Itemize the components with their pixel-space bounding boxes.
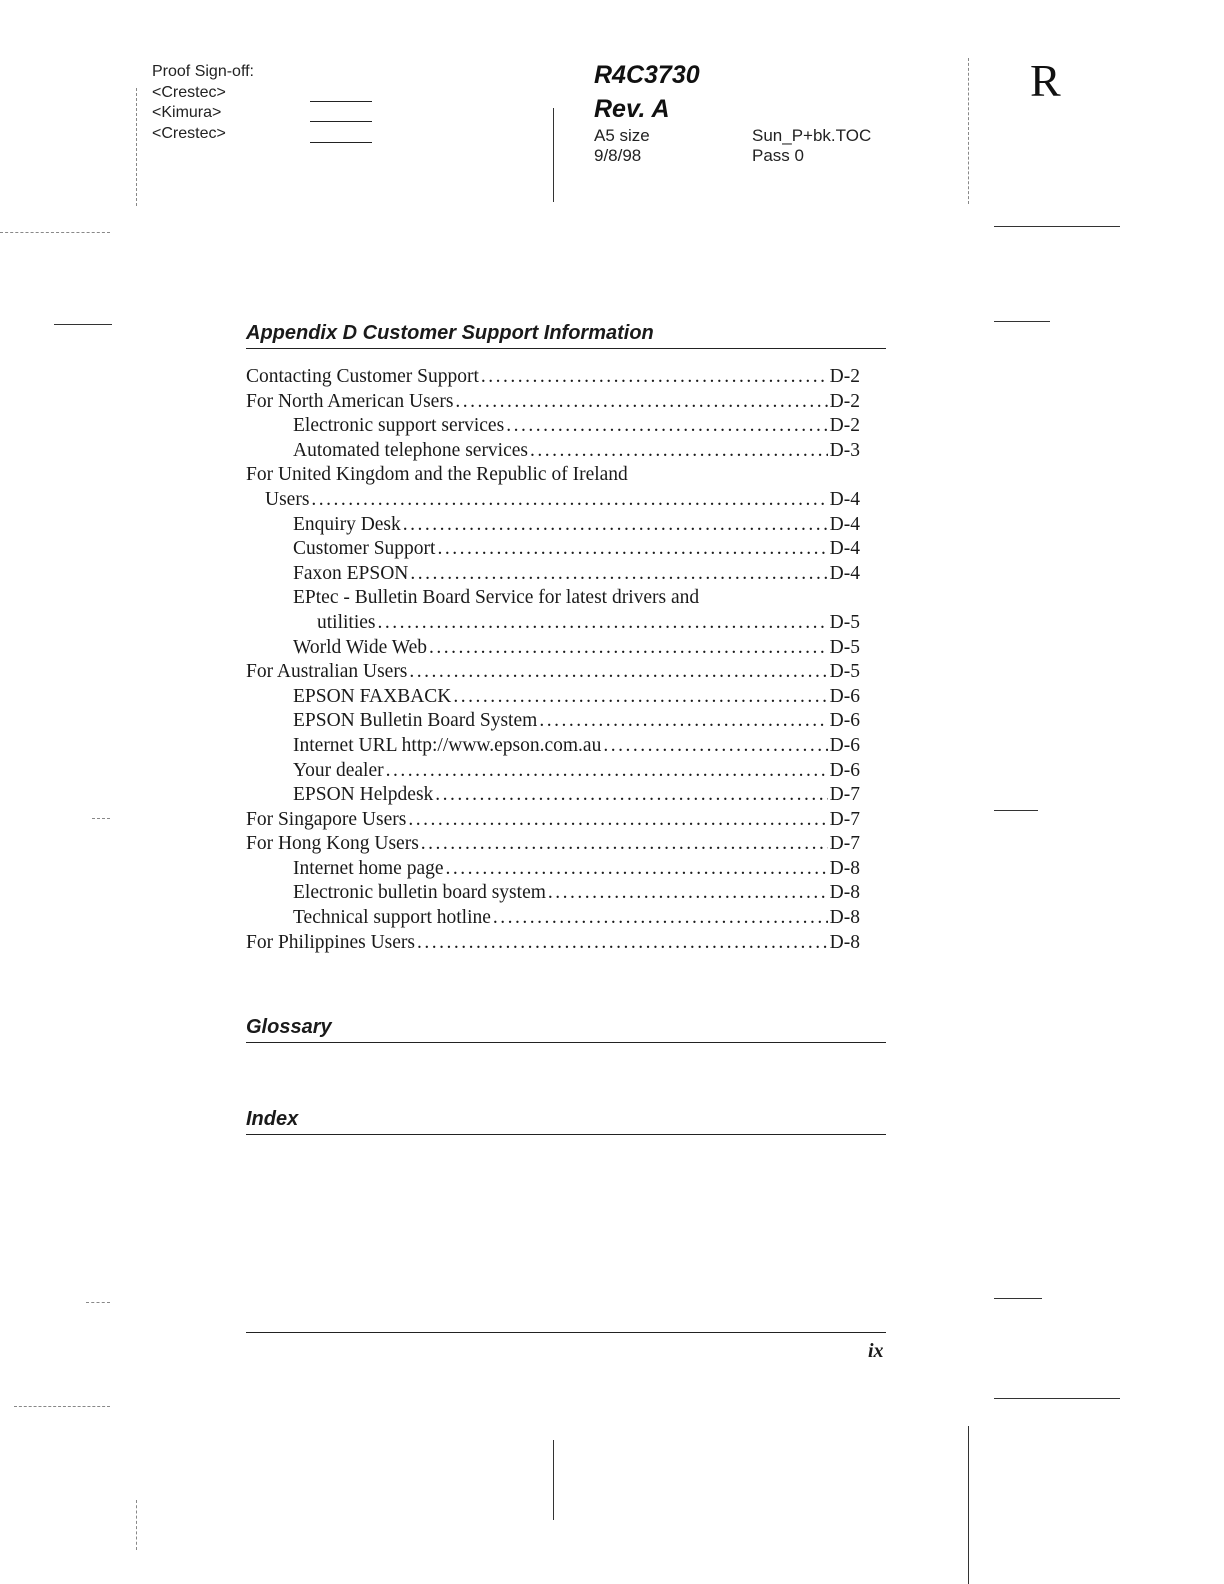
toc-entry[interactable] bbox=[246, 858, 860, 883]
appendix-title: Appendix D Customer Support Information bbox=[246, 320, 886, 349]
toc-entry-text: For Philippines Users bbox=[246, 931, 416, 953]
index-section bbox=[246, 1106, 886, 1135]
toc-entry[interactable] bbox=[246, 932, 860, 957]
margin-tick bbox=[136, 88, 137, 206]
crop-mark bbox=[994, 321, 1050, 322]
crop-mark bbox=[994, 226, 1120, 227]
toc-entry-text: For United Kingdom and the Republic of Ireland bbox=[246, 464, 628, 486]
crop-mark bbox=[86, 1302, 110, 1303]
toc-leader bbox=[493, 907, 828, 929]
proof-signer: <Crestec> bbox=[152, 83, 226, 101]
toc-entry-page: D-8 bbox=[829, 907, 860, 929]
toc-entry-page: D-6 bbox=[829, 734, 860, 756]
doc-file: Sun_P+bk.TOC bbox=[752, 126, 872, 145]
crop-mark bbox=[994, 1398, 1120, 1399]
toc-entry-text: Technical support hotline bbox=[293, 907, 491, 929]
crop-mark bbox=[136, 1500, 137, 1550]
crop-mark bbox=[994, 810, 1038, 811]
toc-leader bbox=[311, 489, 827, 511]
doc-code: R4C3730 bbox=[594, 61, 700, 89]
toc-entry[interactable] bbox=[246, 563, 860, 588]
toc-entry[interactable] bbox=[246, 686, 860, 711]
toc-entry-text: Customer Support bbox=[293, 538, 436, 560]
toc-leader bbox=[410, 563, 827, 585]
toc-leader bbox=[408, 809, 827, 831]
toc-entry-page: D-7 bbox=[829, 784, 860, 806]
toc-entry[interactable] bbox=[246, 440, 860, 465]
toc-entry-text: Enquiry Desk bbox=[293, 513, 401, 535]
toc-entry-page: D-4 bbox=[829, 513, 860, 535]
crop-mark bbox=[92, 818, 110, 819]
toc-entry-page: D-5 bbox=[829, 636, 860, 658]
toc-leader bbox=[403, 514, 828, 536]
toc-entry-text: For Singapore Users bbox=[246, 808, 407, 830]
signature-line bbox=[310, 101, 372, 102]
toc-entry-text: Automated telephone services bbox=[293, 439, 528, 461]
toc-entry-text: Users bbox=[265, 488, 310, 510]
toc-entry-page: D-2 bbox=[829, 366, 860, 387]
proof-signer: <Kimura> bbox=[152, 104, 222, 121]
footer-rule bbox=[246, 1332, 886, 1333]
doc-date: 9/8/98 bbox=[594, 146, 642, 165]
proof-signoff bbox=[152, 62, 254, 144]
toc-entry-text: EPtec - Bulletin Board Service for latest drivers and bbox=[293, 587, 700, 609]
doc-size: A5 size bbox=[594, 126, 650, 145]
toc-leader bbox=[417, 932, 828, 954]
toc-entry-page: D-7 bbox=[829, 808, 860, 830]
proof-signer: <Crestec> bbox=[152, 124, 226, 142]
toc-leader bbox=[378, 612, 828, 634]
toc-entry-page: D-5 bbox=[829, 661, 860, 683]
toc-entry-heading bbox=[246, 464, 860, 489]
toc-leader bbox=[506, 415, 827, 437]
toc-entry-page: D-2 bbox=[829, 415, 860, 437]
toc-entry-page: D-6 bbox=[829, 685, 860, 707]
crop-mark bbox=[54, 324, 112, 325]
toc-leader bbox=[437, 538, 827, 560]
toc-entry[interactable] bbox=[246, 489, 860, 514]
toc-entry-text: Electronic bulletin board system bbox=[293, 882, 546, 904]
toc-entry[interactable] bbox=[246, 760, 860, 785]
signature-line bbox=[310, 142, 372, 143]
crop-mark bbox=[0, 232, 110, 233]
toc-entry[interactable] bbox=[246, 366, 860, 391]
toc-entry-text: EPSON Bulletin Board System bbox=[293, 710, 538, 732]
toc-leader bbox=[386, 760, 828, 782]
glossary-title[interactable]: Glossary bbox=[246, 1014, 886, 1043]
corner-mark: R bbox=[1030, 55, 1061, 106]
toc-leader bbox=[603, 735, 827, 757]
toc-entry-page: D-8 bbox=[829, 882, 860, 904]
toc-leader bbox=[446, 858, 828, 880]
crop-mark bbox=[968, 1426, 969, 1584]
toc-entry-text: For Australian Users bbox=[246, 661, 408, 683]
toc-entry-page: D-4 bbox=[829, 562, 860, 584]
toc-entry-page: D-7 bbox=[829, 833, 860, 855]
toc-entry[interactable] bbox=[246, 637, 860, 662]
toc-entry-page: D-2 bbox=[829, 390, 860, 412]
toc-entry-text: Internet URL http://www.epson.com.au bbox=[293, 734, 602, 756]
page-number: ix bbox=[868, 1340, 884, 1362]
toc-entry[interactable] bbox=[246, 391, 860, 416]
toc-leader bbox=[453, 686, 827, 708]
toc-entry[interactable] bbox=[246, 710, 860, 735]
toc-entry-text: Faxon EPSON bbox=[293, 562, 409, 584]
crop-mark bbox=[553, 1440, 554, 1520]
appendix-section bbox=[246, 320, 886, 349]
toc-entry-text: EPSON Helpdesk bbox=[293, 784, 434, 806]
toc-leader bbox=[548, 882, 828, 904]
toc-leader bbox=[455, 391, 827, 413]
toc-leader bbox=[429, 637, 828, 659]
toc-entry-text: For Hong Kong Users bbox=[246, 833, 419, 855]
toc-entry-heading bbox=[246, 587, 860, 612]
header-divider-right bbox=[968, 58, 969, 204]
toc-entry[interactable] bbox=[246, 514, 860, 539]
toc-entry-text: Your dealer bbox=[293, 759, 384, 781]
toc-leader bbox=[530, 440, 828, 462]
toc-leader bbox=[539, 710, 827, 732]
toc-entry-text: EPSON FAXBACK bbox=[293, 685, 452, 707]
toc-entry-page: D-3 bbox=[829, 439, 860, 461]
toc-entry[interactable] bbox=[246, 538, 860, 563]
toc-entry-page: D-6 bbox=[829, 710, 860, 732]
toc-entry-text: Electronic support services bbox=[293, 415, 505, 437]
doc-meta-right bbox=[752, 126, 871, 166]
toc-list bbox=[246, 366, 860, 956]
toc-entry[interactable] bbox=[246, 784, 860, 809]
crop-mark bbox=[994, 1298, 1042, 1299]
toc-entry[interactable] bbox=[246, 735, 860, 760]
toc-entry[interactable] bbox=[246, 809, 860, 834]
toc-entry-text: utilities bbox=[317, 611, 376, 633]
toc-entry-text: For North American Users bbox=[246, 390, 454, 412]
toc-leader bbox=[481, 366, 828, 388]
toc-entry[interactable] bbox=[246, 882, 860, 907]
header-divider bbox=[553, 108, 554, 202]
toc-entry-page: D-4 bbox=[829, 538, 860, 560]
proof-title: Proof Sign-off: bbox=[152, 63, 254, 80]
toc-leader bbox=[421, 833, 828, 855]
toc-entry[interactable] bbox=[246, 661, 860, 686]
crop-mark bbox=[14, 1406, 110, 1407]
toc-entry-text: Internet home page bbox=[293, 857, 444, 879]
toc-entry-page: D-5 bbox=[829, 611, 860, 633]
toc-entry-page: D-6 bbox=[829, 759, 860, 781]
toc-leader bbox=[435, 784, 827, 806]
toc-leader bbox=[409, 661, 827, 683]
toc-entry[interactable] bbox=[246, 415, 860, 440]
toc-entry-page: D-8 bbox=[829, 931, 860, 953]
toc-entry[interactable] bbox=[246, 907, 860, 932]
toc-entry-page: D-4 bbox=[829, 488, 860, 510]
toc-entry-text: Contacting Customer Support bbox=[246, 366, 479, 387]
toc-entry-text: World Wide Web bbox=[293, 636, 427, 658]
toc-entry[interactable] bbox=[246, 612, 860, 637]
doc-revision: Rev. A bbox=[594, 95, 670, 123]
index-title[interactable]: Index bbox=[246, 1106, 886, 1135]
doc-pass: Pass 0 bbox=[752, 146, 804, 165]
toc-entry-page: D-8 bbox=[829, 857, 860, 879]
toc-entry[interactable] bbox=[246, 833, 860, 858]
doc-code-block bbox=[594, 58, 700, 126]
doc-meta-left bbox=[594, 126, 650, 166]
signature-line bbox=[310, 121, 372, 122]
glossary-section bbox=[246, 1014, 886, 1043]
